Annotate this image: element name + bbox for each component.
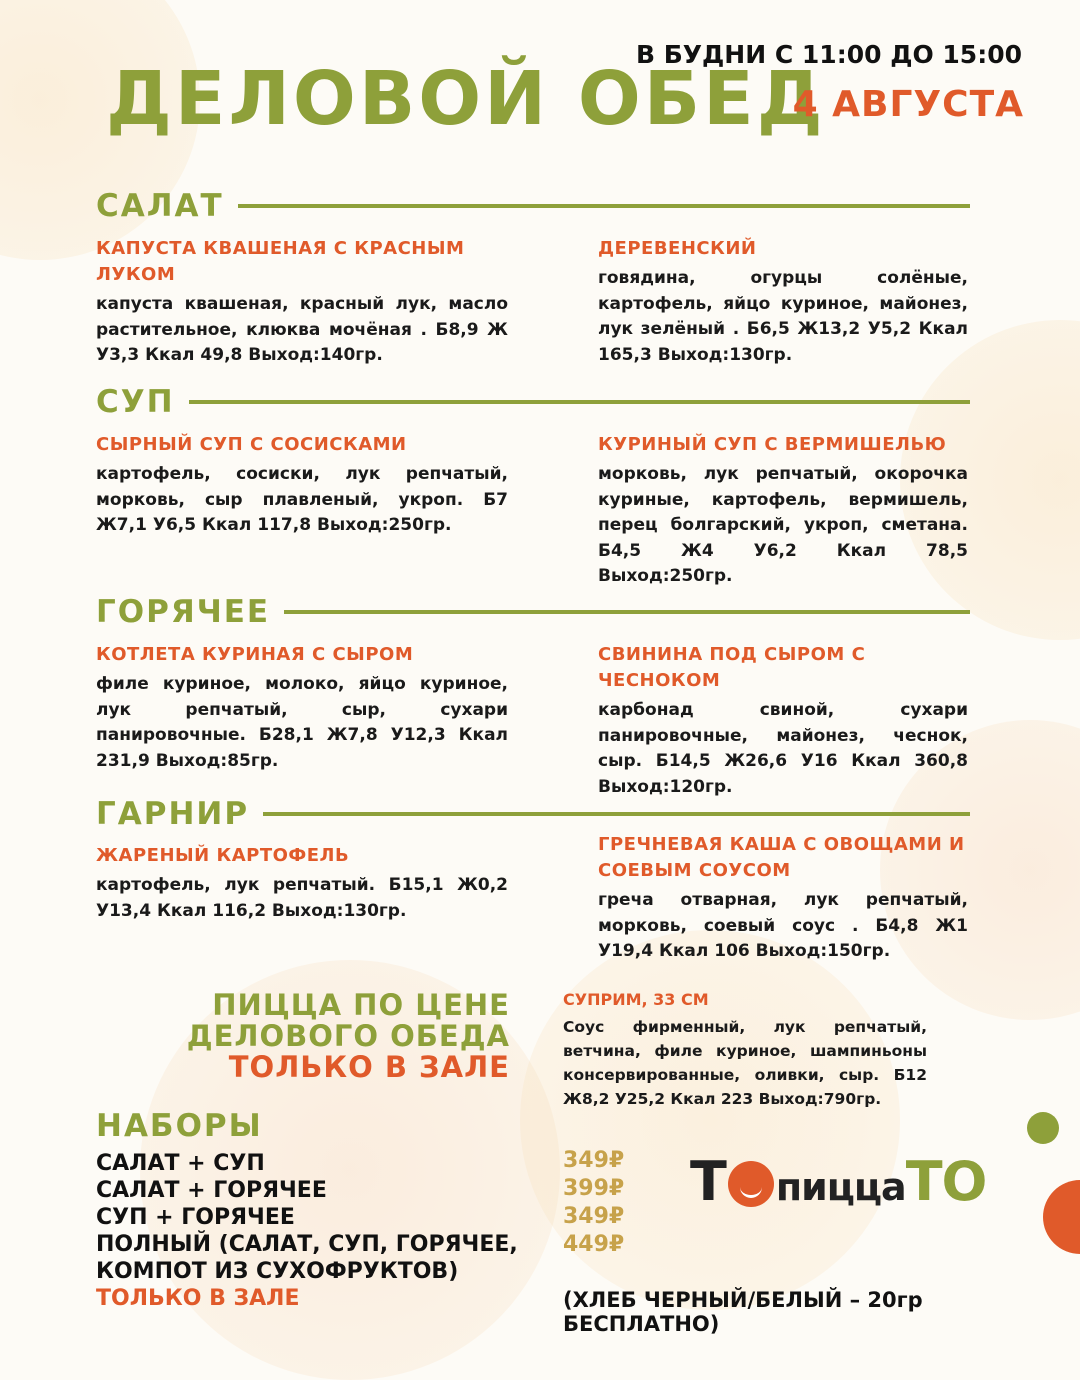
pizza-promo-hall-only: ТОЛЬКО В ЗАЛЕ xyxy=(228,1050,510,1084)
pizza-name: СУПРИМ, 33 СМ xyxy=(563,990,709,1009)
working-hours: В БУДНИ С 11:00 ДО 15:00 xyxy=(635,40,1022,69)
set-item: САЛАТ + СУП xyxy=(96,1151,265,1176)
dish-soup-right xyxy=(598,432,968,590)
section-header-salad xyxy=(96,188,970,224)
pizza-description: Соус фирменный, лук репчатый, ветчина, филе куриное, шампиньоны консервированные, оливки, сыр. Б12 Ж8,2 У25,2 Ккал 223 Выход:790гр. xyxy=(563,1018,927,1108)
section-divider xyxy=(238,204,970,208)
dish-name: КОТЛЕТА КУРИНАЯ С СЫРОМ xyxy=(96,644,414,665)
set-prices xyxy=(563,1147,624,1259)
bread-note: (ХЛЕБ ЧЕРНЫЙ/БЕЛЫЙ – 20гр БЕСПЛАТНО) xyxy=(563,1288,923,1336)
set-item: КОМПОТ ИЗ СУХОФРУКТОВ) xyxy=(96,1259,459,1284)
sets-title: НАБОРЫ xyxy=(96,1108,263,1144)
dish-hot-left xyxy=(96,642,508,774)
menu-date: 4 АВГУСТА xyxy=(792,84,1024,125)
dish-soup-left xyxy=(96,432,508,539)
section-label: ГОРЯЧЕЕ xyxy=(96,594,271,630)
dish-name: КАПУСТА КВАШЕНАЯ С КРАСНЫМ ЛУКОМ xyxy=(96,238,465,285)
set-price: 449₽ xyxy=(563,1232,625,1257)
section-divider xyxy=(263,812,970,816)
logo-letter: Т xyxy=(690,1150,726,1213)
pizza-dish xyxy=(563,990,927,1111)
section-divider xyxy=(284,610,970,614)
dish-name: ДЕРЕВЕНСКИЙ xyxy=(598,238,757,259)
sets-list xyxy=(96,1150,536,1312)
set-price: 349₽ xyxy=(563,1204,625,1229)
section-label: ГАРНИР xyxy=(96,796,250,832)
set-item: САЛАТ + ГОРЯЧЕЕ xyxy=(96,1178,327,1203)
decorative-orange-dot xyxy=(1043,1180,1080,1254)
dish-name: ГРЕЧНЕВАЯ КАША С ОВОЩАМИ И СОЕВЫМ СОУСОМ xyxy=(598,834,965,881)
sets-hall-only-note: ТОЛЬКО В ЗАЛЕ xyxy=(96,1286,300,1311)
dish-name: СЫРНЫЙ СУП С СОСИСКАМИ xyxy=(96,434,407,455)
set-item: СУП + ГОРЯЧЕЕ xyxy=(96,1205,295,1230)
dish-description: говядина, огурцы солёные, картофель, яйцо куриное, майонез, лук зелёный . Б6,5 Ж13,2 У5,2 Ккал 165,3 Выход:130гр. xyxy=(598,268,968,365)
dish-name: ЖАРЕНЫЙ КАРТОФЕЛЬ xyxy=(96,845,350,866)
dish-salad-right xyxy=(598,236,968,368)
decorative-green-dot xyxy=(1027,1112,1059,1144)
set-price: 399₽ xyxy=(563,1176,625,1201)
dish-description: капуста квашеная, красный лук, масло растительное, клюква мочёная . Б8,9 Ж У3,3 Ккал 49,8 Выход:140гр. xyxy=(96,294,508,365)
dish-salad-left xyxy=(96,236,508,369)
dish-description: картофель, сосиски, лук репчатый, морковь, сыр плавленый, укроп. Б7 Ж7,1 У6,5 Ккал 117,8 Выход:250гр. xyxy=(96,464,508,535)
section-header-garnish xyxy=(96,796,970,832)
pizza-promo-line: ДЕЛОВОГО ОБЕДА xyxy=(186,1019,510,1053)
dish-description: греча отварная, лук репчатый, морковь, соевый соус . Б4,8 Ж1 У19,4 Ккал 106 Выход:150гр. xyxy=(598,890,968,961)
section-header-hot xyxy=(96,594,970,630)
dish-name: КУРИНЫЙ СУП С ВЕРМИШЕЛЬЮ xyxy=(598,434,947,455)
brand-logo xyxy=(690,1150,986,1213)
dish-hot-right xyxy=(598,642,968,800)
dish-garnish-right xyxy=(598,832,968,965)
logo-smile-icon xyxy=(728,1161,774,1207)
dish-description: морковь, лук репчатый, окорочка куриные, картофель, вермишель, перец болгарский, укроп, сметана. Б4,5 Ж4 У6,2 Ккал 78,5 Выход:250гр. xyxy=(598,464,968,586)
dish-description: карбонад свиной, сухари панировочные, майонез, чеснок, сыр. Б14,5 Ж26,6 У16 Ккал 360,8 Выход:120гр. xyxy=(598,700,968,797)
section-header-soup xyxy=(96,384,970,420)
set-item: ПОЛНЫЙ (САЛАТ, СУП, ГОРЯЧЕЕ, xyxy=(96,1232,518,1257)
dish-name: СВИНИНА ПОД СЫРОМ С ЧЕСНОКОМ xyxy=(598,644,866,691)
dish-description: филе куриное, молоко, яйцо куриное, лук репчатый, сыр, сухари панировочные. Б28,1 Ж7,8 У12,3 Ккал 231,9 Выход:85гр. xyxy=(96,674,508,771)
dish-garnish-left xyxy=(96,843,508,924)
pizza-promo-line: ПИЦЦА ПО ЦЕНЕ xyxy=(212,988,510,1022)
section-divider xyxy=(189,400,970,404)
logo-letters: ТО xyxy=(905,1150,987,1213)
page-title: ДЕЛОВОЙ ОБЕД xyxy=(106,56,826,142)
dish-description: картофель, лук репчатый. Б15,1 Ж0,2 У13,4 Ккал 116,2 Выход:130гр. xyxy=(96,875,508,921)
set-price: 349₽ xyxy=(563,1148,625,1173)
section-label: САЛАТ xyxy=(96,188,224,224)
pizza-promo xyxy=(150,990,510,1083)
section-label: СУП xyxy=(96,384,175,420)
logo-word: пицца xyxy=(775,1165,906,1209)
